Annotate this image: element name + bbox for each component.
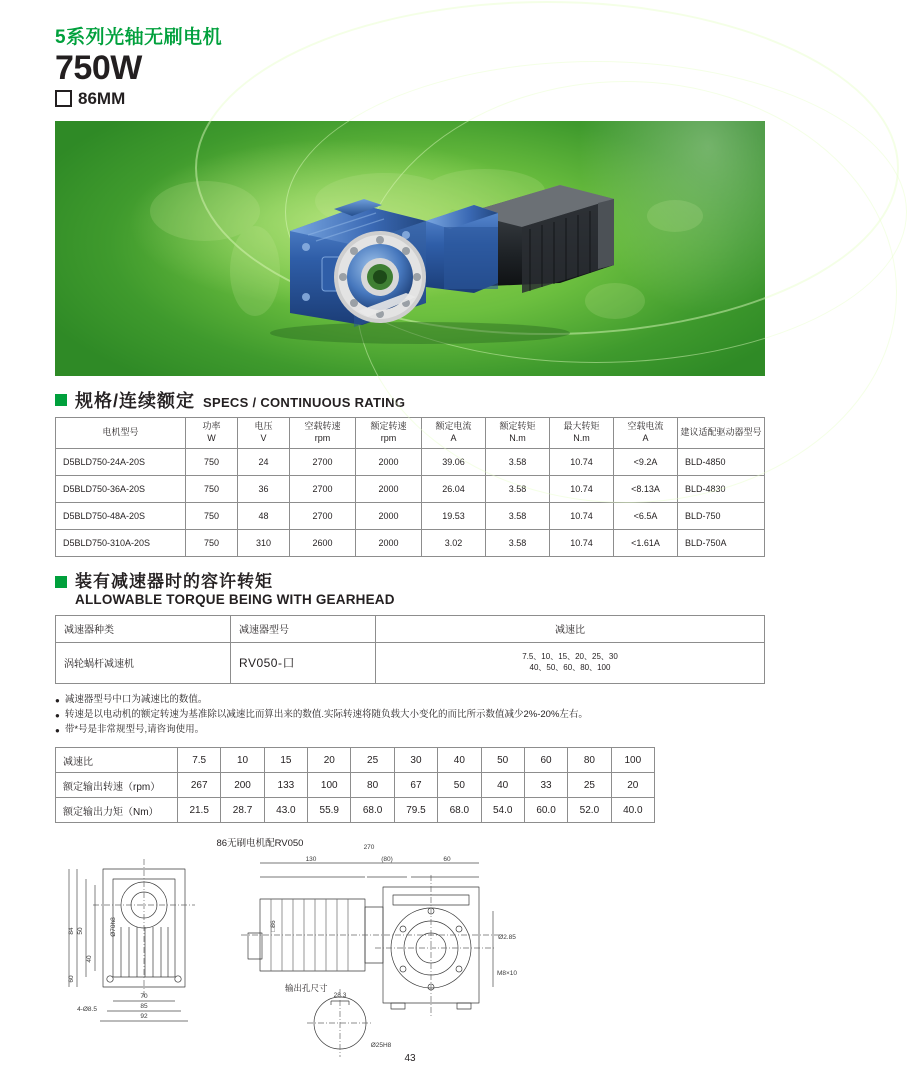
cell-rated-current: 3.02 (422, 529, 486, 556)
notes-list (55, 693, 765, 739)
cell-noload-current: <8.13A (614, 475, 678, 502)
cell-model: D5BLD750-36A-20S (56, 475, 186, 502)
note-text: 减速器型号中口为减速比的数值。 (64, 693, 208, 705)
col-name: 空载转速 (304, 421, 341, 432)
dim-label-40: 40 (86, 955, 93, 963)
dim-label-dia25h8: Ø25H8 (370, 1042, 392, 1050)
col-name: 功率 (202, 421, 221, 432)
cell-rated-speed: 2000 (356, 448, 422, 475)
output-speed-cell: 267 (178, 773, 221, 798)
power-rating: 750W (55, 48, 142, 87)
ratio-cell: 7.5 (178, 748, 221, 773)
cell-rated-speed: 2000 (356, 475, 422, 502)
dim-label-50: 50 (77, 927, 84, 935)
output-speed-cell: 80 (351, 773, 394, 798)
dim-label-dia85: Ø2.85 (498, 934, 516, 942)
ratio-cell: 40 (438, 748, 481, 773)
cell-noload-speed: 2600 (290, 529, 356, 556)
square-icon (55, 90, 72, 107)
frame-size-label: 86MM (78, 88, 126, 108)
row-label-output-speed: 额定输出转速（rpm） (56, 773, 178, 798)
bullet-icon: ● (55, 695, 60, 705)
gearhead-model-value: RV050-口 (231, 642, 376, 683)
ratio-cell: 25 (351, 748, 394, 773)
output-speed-cell: 100 (308, 773, 351, 798)
output-speed-cell: 133 (264, 773, 307, 798)
drawing-caption: 86无刷电机配RV050 (216, 838, 304, 850)
table-row (56, 529, 765, 556)
output-torque-cell: 55.9 (308, 798, 351, 823)
cell-driver-model: BLD-750A (678, 529, 765, 556)
cell-power: 750 (186, 448, 238, 475)
cell-rated-torque: 3.58 (486, 475, 550, 502)
gearhead-type-value: 涡轮蜗杆减速机 (56, 642, 231, 683)
table-row (56, 642, 765, 683)
series-title: 5系列光轴无刷电机 (55, 27, 223, 48)
ratio-cell: 30 (394, 748, 437, 773)
dim-label-70: 70 (140, 993, 148, 1001)
cell-driver-model: BLD-750 (678, 502, 765, 529)
bullet-icon: ● (55, 726, 60, 736)
table-row (56, 502, 765, 529)
dim-label-85: 85 (140, 1003, 148, 1011)
specs-col-header (186, 417, 238, 448)
ratio-cell: 100 (611, 748, 654, 773)
col-unit: N.m (509, 432, 526, 443)
bullet-icon: ● (55, 710, 60, 720)
cell-rated-torque: 3.58 (486, 529, 550, 556)
specs-col-header (56, 417, 186, 448)
cell-rated-torque: 3.58 (486, 502, 550, 529)
cell-voltage: 24 (238, 448, 290, 475)
cell-power: 750 (186, 502, 238, 529)
ratio-cell: 50 (481, 748, 524, 773)
row-label-output-torque: 额定输出力矩（Nm） (56, 798, 178, 823)
dim-label-92: 92 (140, 1013, 148, 1021)
gearhead-col-model: 减速器型号 (231, 615, 376, 642)
note-item (55, 693, 765, 708)
col-unit: W (207, 432, 216, 443)
motor-gearbox-illustration (230, 161, 620, 346)
output-torque-cell: 68.0 (438, 798, 481, 823)
col-name: 空载电流 (627, 421, 664, 432)
gearhead-section-heading (55, 571, 765, 609)
col-unit: N.m (573, 432, 590, 443)
output-torque-cell: 43.0 (264, 798, 307, 823)
gearhead-header-row (56, 615, 765, 642)
cell-rated-torque: 3.58 (486, 448, 550, 475)
ratio-line-1: 7.5、10、15、20、25、30 (522, 651, 618, 661)
note-item (55, 723, 765, 738)
table-row (56, 798, 655, 823)
cell-max-torque: 10.74 (550, 529, 614, 556)
page-number: 43 (404, 1053, 416, 1064)
output-torque-cell: 40.0 (611, 798, 654, 823)
output-speed-cell: 25 (568, 773, 611, 798)
output-speed-cell: 50 (438, 773, 481, 798)
shaft-dimension-note: 输出孔尺寸 (285, 983, 328, 994)
output-torque-cell: 28.7 (221, 798, 264, 823)
cell-model: D5BLD750-24A-20S (56, 448, 186, 475)
dim-label-dia70h8: Ø70h8 (110, 917, 117, 938)
col-unit: A (642, 432, 649, 443)
row-label-ratio: 减速比 (56, 748, 178, 773)
dim-label-60: 60 (443, 856, 451, 864)
cell-noload-current: <1.61A (614, 529, 678, 556)
cell-voltage: 310 (238, 529, 290, 556)
output-speed-cell: 33 (524, 773, 567, 798)
dim-label-80: (80) (381, 856, 393, 864)
note-item (55, 708, 765, 723)
col-name: 额定电流 (435, 421, 472, 432)
gearhead-col-type: 减速器种类 (56, 615, 231, 642)
cell-rated-current: 19.53 (422, 502, 486, 529)
note-text: 带*号是非常规型号,请咨询使用。 (64, 724, 205, 736)
ratio-cell: 60 (524, 748, 567, 773)
ratio-cell: 15 (264, 748, 307, 773)
section-marker-icon (55, 394, 67, 406)
cell-max-torque: 10.74 (550, 448, 614, 475)
cell-noload-current: <9.2A (614, 448, 678, 475)
cell-rated-current: 26.04 (422, 475, 486, 502)
gearhead-ratio-value (376, 642, 765, 683)
cell-driver-model: BLD-4830 (678, 475, 765, 502)
cell-power: 750 (186, 475, 238, 502)
ratio-output-table (55, 747, 655, 823)
cell-noload-current: <6.5A (614, 502, 678, 529)
output-torque-cell: 68.0 (351, 798, 394, 823)
cell-model: D5BLD750-310A-20S (56, 529, 186, 556)
specs-col-header (238, 417, 290, 448)
col-unit: rpm (314, 432, 331, 443)
table-row (56, 748, 655, 773)
output-speed-cell: 200 (221, 773, 264, 798)
output-torque-cell: 60.0 (524, 798, 567, 823)
cell-power: 750 (186, 529, 238, 556)
cell-noload-speed: 2700 (290, 475, 356, 502)
specs-heading-en: SPECS / CONTINUOUS RATING (203, 394, 406, 410)
ratio-cell: 10 (221, 748, 264, 773)
cell-driver-model: BLD-4850 (678, 448, 765, 475)
note-text: 转速是以电动机的额定转速为基准除以减速比而算出来的数值.实际转速将随负载大小变化的而比所示数值减少2%-20%左右。 (64, 708, 588, 720)
table-row (56, 773, 655, 798)
output-speed-cell: 20 (611, 773, 654, 798)
col-name: 电压 (254, 421, 273, 432)
gearhead-heading-cn: 装有减速器时的容许转矩 (75, 571, 273, 591)
output-speed-cell: 40 (481, 773, 524, 798)
cell-model: D5BLD750-48A-20S (56, 502, 186, 529)
gearhead-table (55, 615, 765, 684)
cell-max-torque: 10.74 (550, 502, 614, 529)
col-name: 最大转矩 (563, 421, 600, 432)
dim-label-m8x10: M8×10 (496, 970, 518, 978)
dim-label-60b: 60 (68, 975, 75, 983)
col-unit: rpm (380, 432, 397, 443)
output-torque-cell: 54.0 (481, 798, 524, 823)
gearhead-heading-en: ALLOWABLE TORQUE BEING WITH GEARHEAD (75, 591, 395, 607)
gearhead-col-ratio: 减速比 (376, 615, 765, 642)
output-torque-cell: 79.5 (394, 798, 437, 823)
dim-label-d86: □86 (270, 920, 277, 932)
col-name: 建议适配驱动器型号 (680, 426, 762, 437)
cell-noload-speed: 2700 (290, 502, 356, 529)
output-torque-cell: 21.5 (178, 798, 221, 823)
cell-max-torque: 10.74 (550, 475, 614, 502)
section-marker-icon (55, 576, 67, 588)
ratio-cell: 20 (308, 748, 351, 773)
output-torque-cell: 52.0 (568, 798, 611, 823)
col-name: 电机型号 (102, 426, 139, 437)
output-speed-cell: 67 (394, 773, 437, 798)
ratio-cell: 80 (568, 748, 611, 773)
col-name: 额定转速 (370, 421, 407, 432)
specs-col-header (290, 417, 356, 448)
dim-label-84: 84 (68, 927, 75, 935)
dim-label-holes: 4-Ø8.5 (77, 1006, 97, 1014)
dim-label-270: 270 (363, 844, 375, 852)
cell-voltage: 48 (238, 502, 290, 529)
col-unit: A (450, 432, 457, 443)
specs-heading-cn: 规格/连续额定 (75, 390, 196, 411)
dim-label-283: 28.3 (333, 992, 347, 1000)
dim-label-130: 130 (305, 856, 317, 864)
cell-noload-speed: 2700 (290, 448, 356, 475)
col-name: 额定转矩 (499, 421, 536, 432)
col-unit: V (260, 432, 267, 443)
cell-rated-speed: 2000 (356, 502, 422, 529)
cell-rated-speed: 2000 (356, 529, 422, 556)
cell-rated-current: 39.06 (422, 448, 486, 475)
product-hero-image (55, 121, 765, 376)
cell-voltage: 36 (238, 475, 290, 502)
ratio-line-2: 40、50、60、80、100 (529, 662, 611, 672)
